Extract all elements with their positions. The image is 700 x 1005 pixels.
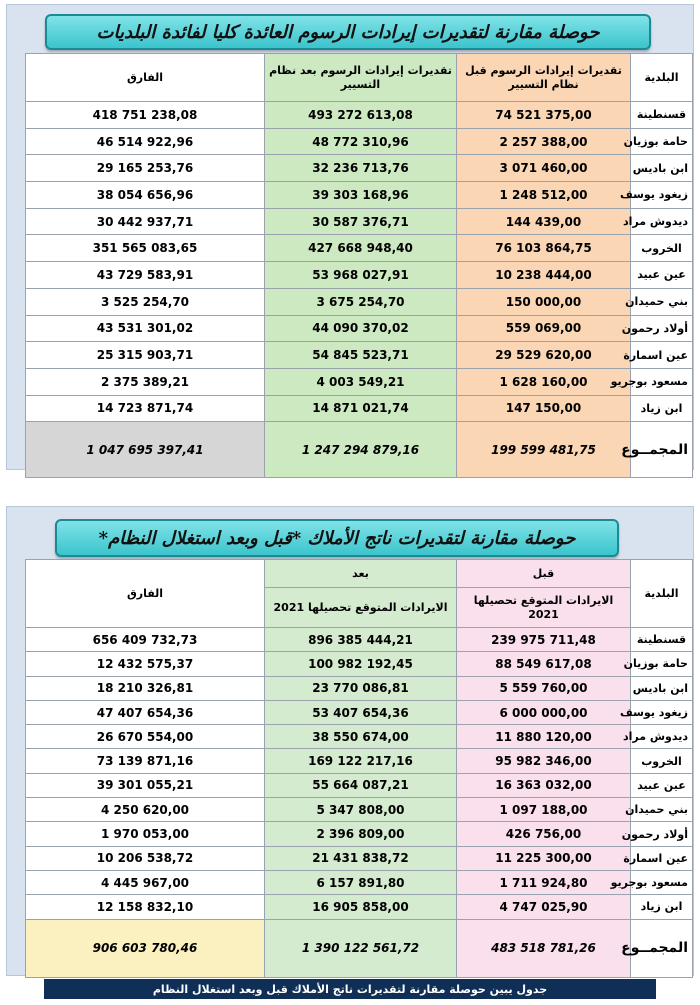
municipality-cell: أولاد رحمون [631, 315, 693, 342]
municipality-cell: مسعود بوجريو [631, 368, 693, 395]
before-value-cell: 3 071 460,00 [457, 155, 631, 182]
municipality-cell: أولاد رحمون [631, 822, 693, 846]
after-value-cell: 2 396 809,00 [265, 822, 457, 846]
municipality-cell: ابن زياد [631, 395, 693, 422]
municipality-cell: الخروب [631, 235, 693, 262]
before-value-cell: 6 000 000,00 [457, 700, 631, 724]
after-value-cell: 53 407 654,36 [265, 700, 457, 724]
table-row [26, 315, 693, 342]
revenue-fees-panel [6, 4, 694, 470]
before-value-cell: 1 248 512,00 [457, 182, 631, 209]
municipality-cell: زيغود يوسف [631, 700, 693, 724]
before-value-cell: 559 069,00 [457, 315, 631, 342]
diff-value-cell: 14 723 871,74 [26, 395, 265, 422]
municipality-cell: ديدوش مراد [631, 725, 693, 749]
table-row [26, 628, 693, 652]
table-row [26, 773, 693, 797]
municipality-cell: الخروب [631, 749, 693, 773]
diff-value-cell: 47 407 654,36 [26, 700, 265, 724]
before-value-cell: 2 257 388,00 [457, 128, 631, 155]
total-label: المجمــوع [631, 919, 693, 977]
after-value-cell: 493 272 613,08 [265, 102, 457, 129]
diff-value-cell: 10 206 538,72 [26, 846, 265, 870]
fees-comparison-table [25, 53, 693, 478]
table-row [26, 182, 693, 209]
municipality-cell: عين عبيد [631, 262, 693, 289]
after-value-cell: 4 003 549,21 [265, 368, 457, 395]
after-value-cell: 32 236 713,76 [265, 155, 457, 182]
table-row [26, 208, 693, 235]
before-value-cell: 1 628 160,00 [457, 368, 631, 395]
diff-value-cell: 30 442 937,71 [26, 208, 265, 235]
municipality-cell: بني حميدان [631, 798, 693, 822]
municipality-cell: ابن باديس [631, 676, 693, 700]
table-row [26, 749, 693, 773]
after-value-cell: 55 664 087,21 [265, 773, 457, 797]
municipality-cell: ديدوش مراد [631, 208, 693, 235]
municipality-cell: بني حميدان [631, 288, 693, 315]
total-after: 1 247 294 879,16 [265, 422, 457, 478]
diff-value-cell: 46 514 922,96 [26, 128, 265, 155]
before-value-cell: 88 549 617,08 [457, 652, 631, 676]
municipality-cell: زيغود يوسف [631, 182, 693, 209]
diff-value-cell: 73 139 871,16 [26, 749, 265, 773]
table-row [26, 676, 693, 700]
diff-value-cell: 39 301 055,21 [26, 773, 265, 797]
after-value-cell: 39 303 168,96 [265, 182, 457, 209]
before-value-cell: 11 225 300,00 [457, 846, 631, 870]
before-value-cell: 147 150,00 [457, 395, 631, 422]
municipality-cell: عين اسمارة [631, 342, 693, 369]
before-value-cell: 1 711 924,80 [457, 870, 631, 894]
diff-value-cell: 12 432 575,37 [26, 652, 265, 676]
table-row [26, 700, 693, 724]
before-value-cell: 5 559 760,00 [457, 676, 631, 700]
diff-value-cell: 4 445 967,00 [26, 870, 265, 894]
after-value-cell: 5 347 808,00 [265, 798, 457, 822]
municipality-cell: حامة بوزيان [631, 128, 693, 155]
header-before: قبل [457, 560, 631, 588]
header-before-sub: الايرادات المتوقع تحصيلها 2021 [457, 588, 631, 628]
before-value-cell: 95 982 346,00 [457, 749, 631, 773]
table1-title: حوصلة مقارنة لتقديرات إيرادات الرسوم العائدة كليا لفائدة البلديات [45, 14, 651, 50]
property-revenue-panel [6, 506, 694, 976]
total-diff: 1 047 695 397,41 [26, 422, 265, 478]
before-value-cell: 16 363 032,00 [457, 773, 631, 797]
header-municipality: البلدية [631, 54, 693, 102]
property-comparison-table [25, 559, 693, 978]
header-municipality: البلدية [631, 560, 693, 628]
after-value-cell: 427 668 948,40 [265, 235, 457, 262]
municipality-cell: حامة بوزيان [631, 652, 693, 676]
municipality-cell: مسعود بوجريو [631, 870, 693, 894]
total-row [26, 919, 693, 977]
after-value-cell: 30 587 376,71 [265, 208, 457, 235]
before-value-cell: 10 238 444,00 [457, 262, 631, 289]
diff-value-cell: 18 210 326,81 [26, 676, 265, 700]
before-value-cell: 74 521 375,00 [457, 102, 631, 129]
before-value-cell: 1 097 188,00 [457, 798, 631, 822]
diff-value-cell: 2 375 389,21 [26, 368, 265, 395]
total-row [26, 422, 693, 478]
after-value-cell: 896 385 444,21 [265, 628, 457, 652]
after-value-cell: 53 968 027,91 [265, 262, 457, 289]
table-row [26, 895, 693, 919]
total-after: 1 390 122 561,72 [265, 919, 457, 977]
diff-value-cell: 38 054 656,96 [26, 182, 265, 209]
diff-value-cell: 418 751 238,08 [26, 102, 265, 129]
after-value-cell: 6 157 891,80 [265, 870, 457, 894]
diff-value-cell: 25 315 903,71 [26, 342, 265, 369]
municipality-cell: عين اسمارة [631, 846, 693, 870]
table-row [26, 798, 693, 822]
diff-value-cell: 656 409 732,73 [26, 628, 265, 652]
before-value-cell: 29 529 620,00 [457, 342, 631, 369]
after-value-cell: 16 905 858,00 [265, 895, 457, 919]
header-after: تقديرات إيرادات الرسوم بعد نظام التسيير [265, 54, 457, 102]
figure-caption: جدول يبين حوصلة مقارنة لتقديرات ناتج الأملاك قبل وبعد استغلال النظام [44, 979, 656, 999]
diff-value-cell: 1 970 053,00 [26, 822, 265, 846]
before-value-cell: 76 103 864,75 [457, 235, 631, 262]
diff-value-cell: 351 565 083,65 [26, 235, 265, 262]
before-value-cell: 150 000,00 [457, 288, 631, 315]
after-value-cell: 14 871 021,74 [265, 395, 457, 422]
header-after: بعد [265, 560, 457, 588]
table-row [26, 128, 693, 155]
diff-value-cell: 43 729 583,91 [26, 262, 265, 289]
table-row [26, 235, 693, 262]
municipality-cell: ابن زياد [631, 895, 693, 919]
after-value-cell: 23 770 086,81 [265, 676, 457, 700]
total-label: المجمــوع [631, 422, 693, 478]
total-diff: 906 603 780,46 [26, 919, 265, 977]
after-value-cell: 54 845 523,71 [265, 342, 457, 369]
header-diff: الفارق [26, 560, 265, 628]
total-before: 199 599 481,75 [457, 422, 631, 478]
table-row [26, 846, 693, 870]
table-row [26, 870, 693, 894]
before-value-cell: 426 756,00 [457, 822, 631, 846]
after-value-cell: 3 675 254,70 [265, 288, 457, 315]
diff-value-cell: 26 670 554,00 [26, 725, 265, 749]
before-value-cell: 239 975 711,48 [457, 628, 631, 652]
table-row [26, 262, 693, 289]
table2-title: حوصلة مقارنة لتقديرات ناتج الأملاك *قبل وبعد استغلال النظام* [55, 519, 619, 557]
municipality-cell: قسنطينة [631, 628, 693, 652]
diff-value-cell: 43 531 301,02 [26, 315, 265, 342]
table-row [26, 155, 693, 182]
table-row [26, 822, 693, 846]
table-row [26, 288, 693, 315]
table-row [26, 395, 693, 422]
after-value-cell: 44 090 370,02 [265, 315, 457, 342]
diff-value-cell: 12 158 832,10 [26, 895, 265, 919]
header-before: تقديرات إيرادات الرسوم قبل نظام التسيير [457, 54, 631, 102]
municipality-cell: قسنطينة [631, 102, 693, 129]
table-row [26, 652, 693, 676]
municipality-cell: ابن باديس [631, 155, 693, 182]
diff-value-cell: 29 165 253,76 [26, 155, 265, 182]
table-row [26, 102, 693, 129]
header-after-sub: الايرادات المتوقع تحصيلها 2021 [265, 588, 457, 628]
header-diff: الفارق [26, 54, 265, 102]
after-value-cell: 38 550 674,00 [265, 725, 457, 749]
table-row [26, 725, 693, 749]
after-value-cell: 48 772 310,96 [265, 128, 457, 155]
table-row [26, 368, 693, 395]
total-before: 483 518 781,26 [457, 919, 631, 977]
before-value-cell: 11 880 120,00 [457, 725, 631, 749]
municipality-cell: عين عبيد [631, 773, 693, 797]
diff-value-cell: 4 250 620,00 [26, 798, 265, 822]
after-value-cell: 21 431 838,72 [265, 846, 457, 870]
after-value-cell: 169 122 217,16 [265, 749, 457, 773]
table-row [26, 342, 693, 369]
diff-value-cell: 3 525 254,70 [26, 288, 265, 315]
before-value-cell: 4 747 025,90 [457, 895, 631, 919]
after-value-cell: 100 982 192,45 [265, 652, 457, 676]
before-value-cell: 144 439,00 [457, 208, 631, 235]
